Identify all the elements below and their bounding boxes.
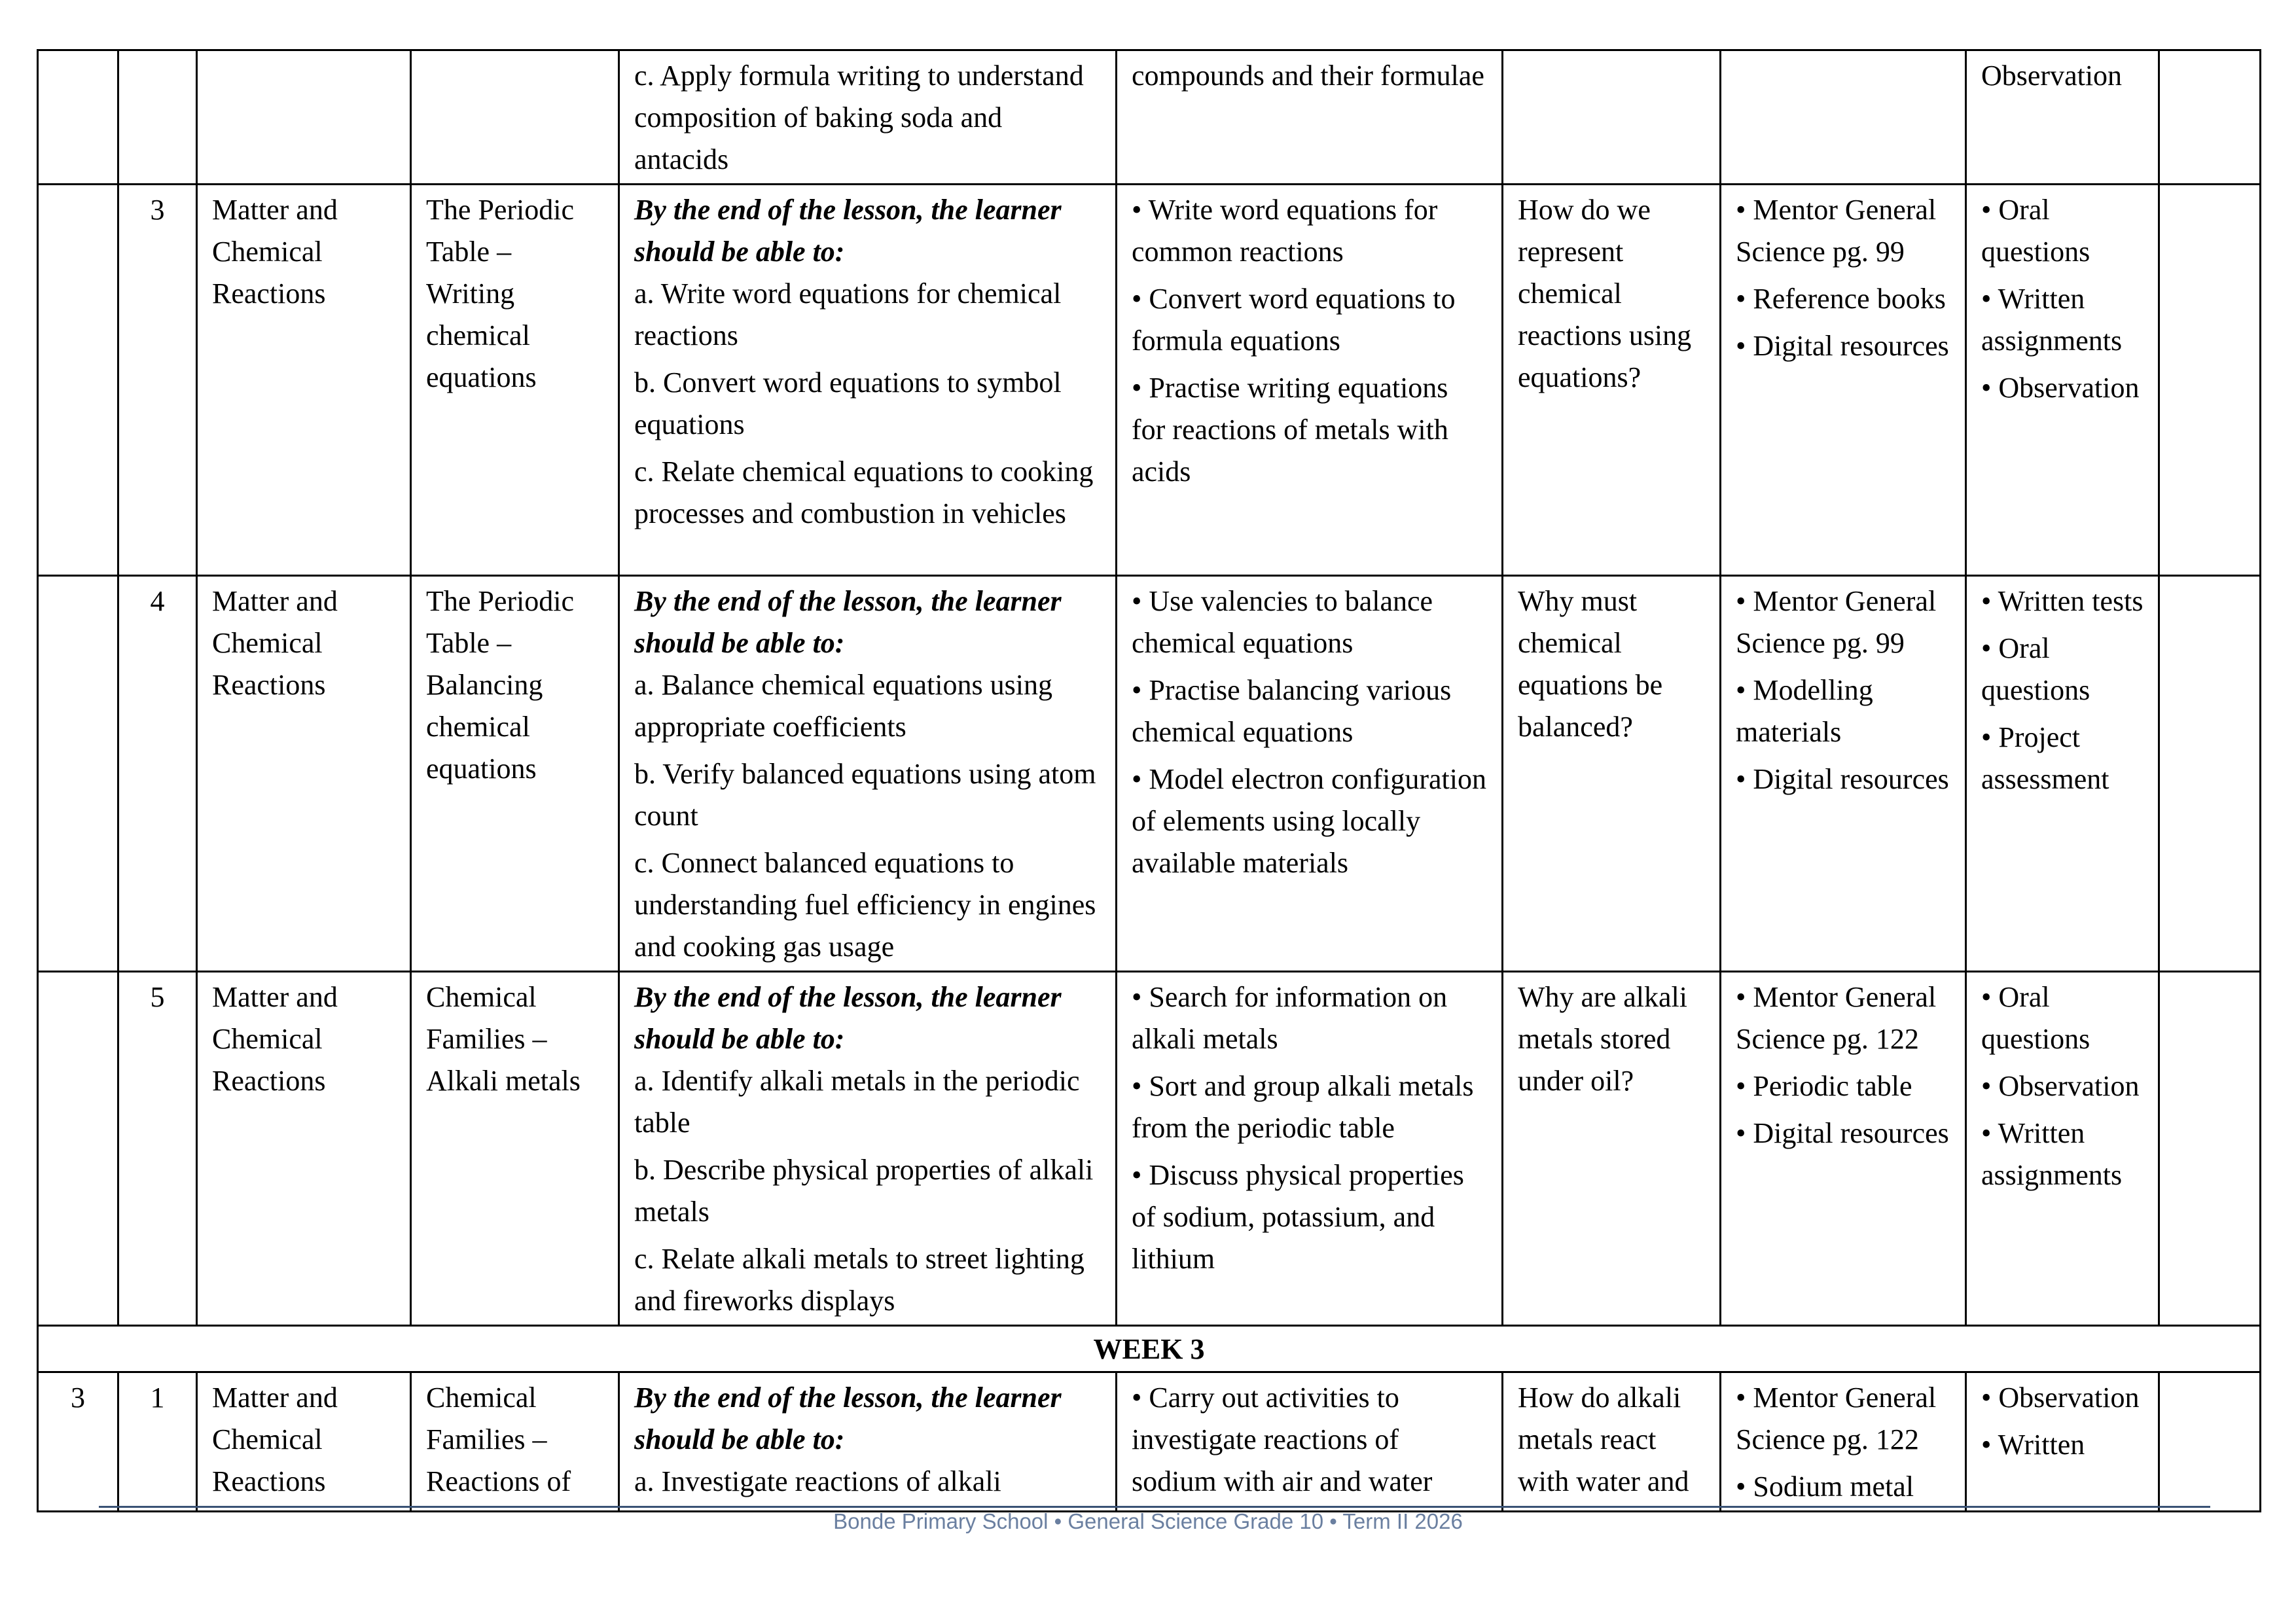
- assessment-cell: [1966, 185, 2159, 576]
- lesson-number: 3: [118, 185, 197, 576]
- objectives-cell: [619, 1372, 1117, 1512]
- objective-item: c. Relate chemical equations to cooking processes and combustion in vehicles: [634, 455, 1094, 529]
- assessment-cell: [1966, 972, 2159, 1326]
- lesson-number: 5: [118, 972, 197, 1326]
- assessment-item: • Written: [1981, 1429, 2085, 1461]
- objective-item: c. Relate alkali metals to street lighting and fireworks displays: [634, 1243, 1085, 1317]
- lesson-number: 1: [118, 1372, 197, 1512]
- activity-item: • Search for information on alkali metals: [1132, 981, 1448, 1055]
- resource-item: • Modelling materials: [1736, 674, 1873, 748]
- week-cell: [38, 972, 118, 1326]
- assessment-item: • Oral questions: [1981, 981, 2090, 1055]
- resource-item: • Periodic table: [1736, 1070, 1912, 1102]
- inquiry-cell: How do alkali metals react with water and: [1503, 1372, 1721, 1512]
- objective-item: b. Verify balanced equations using atom count: [634, 758, 1096, 832]
- resources-cell: [1721, 576, 1966, 972]
- activity-item: • Use valencies to balance chemical equations: [1132, 585, 1433, 659]
- table-row: [38, 50, 2261, 185]
- remarks-cell: [2159, 185, 2261, 576]
- week-header: WEEK 3: [38, 1326, 2261, 1372]
- table-row: [38, 576, 2261, 972]
- activity-item: • Write word equations for common reactions: [1132, 194, 1438, 268]
- activities-cell: [1117, 576, 1503, 972]
- activities-cell: [1117, 972, 1503, 1326]
- inquiry-cell: How do we represent chemical reactions using equations?: [1503, 185, 1721, 576]
- activities-cell: [1117, 1372, 1503, 1512]
- objective-item: c. Apply formula writing to understand composition of baking soda and antacids: [634, 60, 1084, 175]
- remarks-cell: [2159, 1372, 2261, 1512]
- activity-item: • Practise balancing various chemical equations: [1132, 674, 1452, 748]
- activity-item: • Model electron configuration of elements using locally available materials: [1132, 763, 1487, 879]
- resources-cell: [1721, 50, 1966, 185]
- strand-cell: [197, 50, 411, 185]
- resource-item: • Mentor General Science pg. 99: [1736, 194, 1937, 268]
- assessment-item: • Oral questions: [1981, 632, 2090, 706]
- scheme-of-work-table: [37, 49, 2261, 1512]
- week-number: 3: [38, 1372, 118, 1512]
- assessment-item: • Observation: [1981, 1070, 2140, 1102]
- sub-strand-cell: [411, 50, 619, 185]
- assessment-item: Observation: [1981, 60, 2123, 92]
- assessment-cell: [1966, 50, 2159, 185]
- resource-item: • Digital resources: [1736, 330, 1949, 362]
- week-cell: [38, 576, 118, 972]
- objective-item: b. Convert word equations to symbol equations: [634, 366, 1062, 440]
- assessment-item: • Written tests: [1981, 585, 2144, 617]
- objectives-lead: By the end of the lesson, the learner should be able to:: [634, 1382, 1062, 1455]
- inquiry-cell: Why are alkali metals stored under oil?: [1503, 972, 1721, 1326]
- resources-cell: [1721, 185, 1966, 576]
- strand-cell: Matter and Chemical Reactions: [197, 1372, 411, 1512]
- activity-item: • Convert word equations to formula equations: [1132, 283, 1456, 357]
- sub-strand-cell: Chemical Families – Reactions of: [411, 1372, 619, 1512]
- resource-item: • Mentor General Science pg. 122: [1736, 1382, 1937, 1455]
- objective-item: a. Write word equations for chemical reactions: [634, 277, 1062, 351]
- strand-cell: Matter and Chemical Reactions: [197, 972, 411, 1326]
- remarks-cell: [2159, 50, 2261, 185]
- objectives-cell: [619, 185, 1117, 576]
- week-header-row: [38, 1326, 2261, 1372]
- objectives-lead: By the end of the lesson, the learner should be able to:: [634, 981, 1062, 1055]
- assessment-cell: [1966, 1372, 2159, 1512]
- objective-item: a. Identify alkali metals in the periodic table: [634, 1065, 1080, 1139]
- objectives-cell: [619, 972, 1117, 1326]
- assessment-item: • Observation: [1981, 1382, 2140, 1414]
- resource-item: • Sodium metal: [1736, 1471, 1914, 1503]
- resources-cell: [1721, 972, 1966, 1326]
- resource-item: • Digital resources: [1736, 1117, 1949, 1149]
- objective-item: a. Balance chemical equations using appropriate coefficients: [634, 669, 1052, 743]
- activity-item: compounds and their formulae: [1132, 60, 1484, 92]
- objective-item: c. Connect balanced equations to understanding fuel efficiency in engines and cooking gas usage: [634, 847, 1096, 963]
- week-cell: [38, 185, 118, 576]
- assessment-item: • Oral questions: [1981, 194, 2090, 268]
- assessment-item: • Written assignments: [1981, 283, 2123, 357]
- objective-item: b. Describe physical properties of alkali metals: [634, 1154, 1094, 1228]
- table-row: [38, 1372, 2261, 1512]
- assessment-item: • Written assignments: [1981, 1117, 2123, 1191]
- resources-cell: [1721, 1372, 1966, 1512]
- objectives-cell: [619, 576, 1117, 972]
- activities-cell: [1117, 185, 1503, 576]
- objectives-lead: By the end of the lesson, the learner should be able to:: [634, 585, 1062, 659]
- sub-strand-cell: Chemical Families – Alkali metals: [411, 972, 619, 1326]
- activity-item: • Practise writing equations for reactions of metals with acids: [1132, 372, 1448, 488]
- week-cell: [38, 50, 118, 185]
- inquiry-cell: [1503, 50, 1721, 185]
- objectives-cell: [619, 50, 1117, 185]
- strand-cell: Matter and Chemical Reactions: [197, 185, 411, 576]
- page-footer: Bonde Primary School • General Science Grade 10 • Term II 2026: [833, 1509, 1463, 1533]
- objectives-lead: By the end of the lesson, the learner should be able to:: [634, 194, 1062, 268]
- assessment-item: • Project assessment: [1981, 721, 2109, 795]
- table-row: [38, 972, 2261, 1326]
- lesson-cell: [118, 50, 197, 185]
- objective-item: a. Investigate reactions of alkali: [634, 1465, 1001, 1497]
- sub-strand-cell: The Periodic Table – Balancing chemical equations: [411, 576, 619, 972]
- table-row: [38, 185, 2261, 576]
- activity-item: • Carry out activities to investigate reactions of sodium with air and water: [1132, 1382, 1433, 1497]
- activity-item: • Sort and group alkali metals from the periodic table: [1132, 1070, 1474, 1144]
- activity-item: • Discuss physical properties of sodium, potassium, and lithium: [1132, 1159, 1464, 1275]
- lesson-number: 4: [118, 576, 197, 972]
- activities-cell: [1117, 50, 1503, 185]
- assessment-cell: [1966, 576, 2159, 972]
- footer-divider: [99, 1506, 2210, 1508]
- resource-item: • Mentor General Science pg. 122: [1736, 981, 1937, 1055]
- strand-cell: Matter and Chemical Reactions: [197, 576, 411, 972]
- inquiry-cell: Why must chemical equations be balanced?: [1503, 576, 1721, 972]
- assessment-item: • Observation: [1981, 372, 2140, 404]
- resource-item: • Mentor General Science pg. 99: [1736, 585, 1937, 659]
- remarks-cell: [2159, 972, 2261, 1326]
- resource-item: • Digital resources: [1736, 763, 1949, 795]
- resource-item: • Reference books: [1736, 283, 1946, 315]
- remarks-cell: [2159, 576, 2261, 972]
- sub-strand-cell: The Periodic Table – Writing chemical equations: [411, 185, 619, 576]
